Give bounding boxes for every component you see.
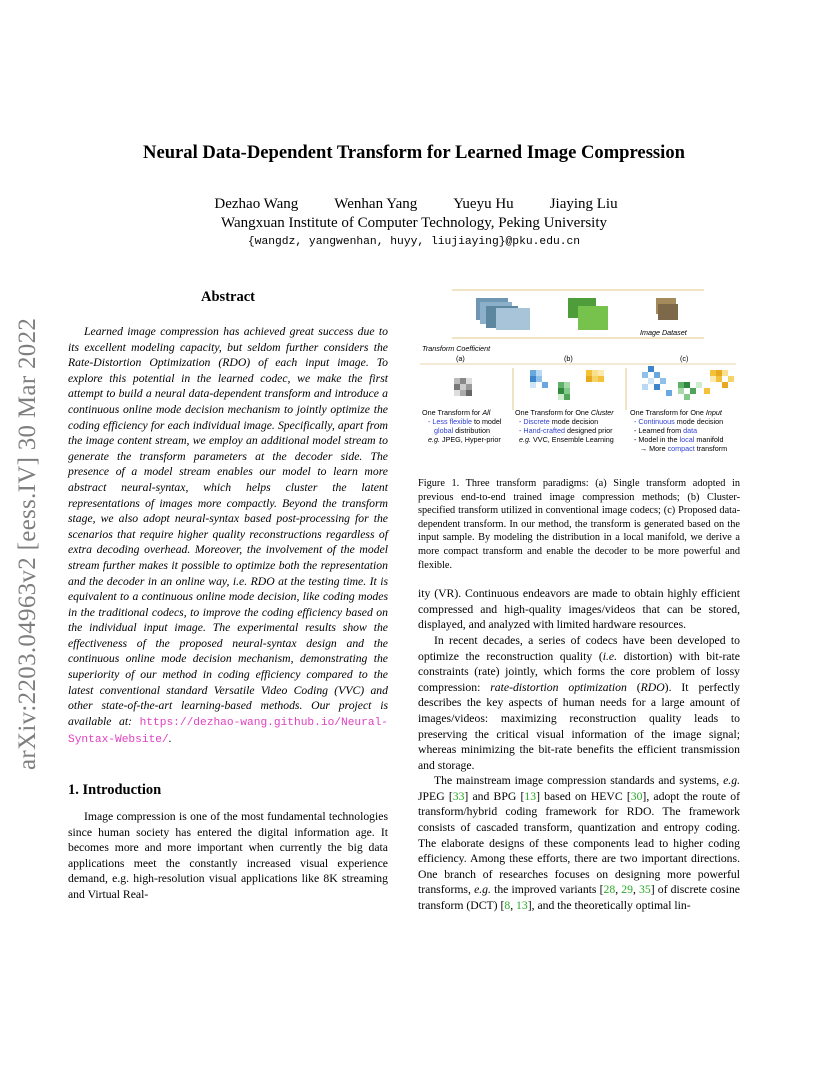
right-paragraph-1: ity (VR). Continuous endeavors are made to obtain highly efficient compressed and high-quality images/videos that can be stored, displayed, and analyzed with limited hardware resources.: [418, 587, 740, 632]
col-b-l1-blue: - Discrete: [519, 417, 550, 426]
ref-29[interactable]: 29: [621, 883, 633, 897]
coef-label: Transform Coefficient: [422, 344, 491, 353]
p2-c: (: [626, 680, 641, 694]
p3-eg: e.g.: [723, 774, 740, 788]
p3-a: The mainstream image compression standards and systems,: [434, 774, 724, 788]
col-b-l1: mode decision: [549, 417, 599, 426]
p3-h: ], and the theoretically optimal lin-: [527, 899, 691, 913]
sep-3: ,: [510, 899, 517, 913]
right-column: [418, 477, 740, 914]
col-a-title: One Transform for: [422, 408, 483, 417]
col-b-l2: designed prior: [564, 426, 613, 435]
col-a-text: [422, 408, 502, 444]
col-b-l3: VVC, Ensemble Learning: [531, 435, 614, 444]
dataset-thumbnails: [476, 298, 678, 330]
thumb-ocean-4: [496, 308, 530, 330]
col-b-text: [515, 408, 614, 444]
ref-35[interactable]: 35: [639, 883, 651, 897]
col-c-l4: → More: [640, 444, 668, 453]
col-c-title-it: Input: [705, 408, 722, 417]
dataset-label: Image Dataset: [640, 328, 687, 337]
col-c-l3-blue: local: [679, 435, 695, 444]
author-4: Jiaying Liu: [549, 196, 618, 212]
intro-heading: 1. Introduction: [68, 782, 162, 799]
col-b-title: One Transform for One: [515, 408, 591, 417]
col-a-l2-blue: global: [434, 426, 454, 435]
col-b-l2-blue: - Hand-crafted: [519, 426, 565, 435]
col-a-l3-it: e.g.: [428, 435, 440, 444]
p3-d: ] based on HEVC [: [536, 789, 631, 803]
ref-13b[interactable]: 13: [516, 899, 528, 913]
p2-b: distortion) with bit-rate constraints (rate) jointly, which forms the core problem of lossy compression:: [418, 649, 740, 694]
col-a-l1-blue: - Less flexible: [428, 417, 472, 426]
p3-c: ] and BPG [: [464, 789, 525, 803]
figure-caption: Figure 1. Three transform paradigms: (a) Single transform adopted in previous end-to-end trained image compression methods; (b) Cluster-specified transform utilized in conventional image codecs; (c) Proposed data-dependent transform. In our method, the transform is generated based on the input sample. By modeling the distribution in a local manifold, we derive a more compact transform and enable the decoder to be more powerful and flexible.: [418, 478, 740, 571]
tag-c: (c): [680, 354, 689, 363]
p2-a: In recent decades, a series of codecs have been developed to optimize the reconstruction quality (: [418, 633, 740, 663]
abstract-text: Learned image compression has achieved great success due to its excellent modeling capacity, but seldom further considers the Rate-Distortion Optimization (RDO) of each input image. To explore this potential in the learned codec, we make the first attempt to build a neural data-dependent transform and introduce a continuous online mode decision mechanism to jointly optimize the coding efficiency for each individual image. Specifically, apart from the image content stream, we employ an additional model stream to generate the transform parameters at the decoder side. The presence of a model stream enables our model to learn more abstract neural-syntax, which helps cluster the latent representations of images more compactly. Beyond the transform stage, we also adopt neural-syntax based post-processing for the scenarios that require higher quality reconstructions regardless of extra decoding overhead. Moreover, the involvement of the model stream further makes it possible to optimize both the representation and the decoder in an online way, i.e. RDO at the testing time. It is equivalent to a continuous online mode decision, like coding modes in the traditional codecs, to improve the coding efficiency based on the individual input image. The experimental results show the effectiveness of the proposed neural-syntax design and the continuous online mode decision mechanism, demonstrating the superiority of our method in coding efficiency compared to the latest conventional standard Versatile Video Coding (VVC) and other state-of-the-art learning-based methods. Our project is available at:: [68, 325, 388, 728]
col-a-l1: to model: [471, 417, 502, 426]
arxiv-stamp: arXiv:2203.04963v2 [eess.IV] 30 Mar 2022: [14, 317, 41, 770]
blocks-b: [530, 370, 604, 400]
p2-rdo: rate-distortion optimization: [490, 680, 627, 694]
p3-b: JPEG [: [418, 789, 453, 803]
block-a: [454, 378, 472, 396]
thumb-grass-2: [578, 306, 608, 330]
author-1: Dezhao Wang: [214, 196, 299, 212]
ref-30[interactable]: 30: [630, 789, 643, 803]
abstract-body: [68, 324, 388, 749]
author-2: Wenhan Yang: [334, 196, 418, 212]
col-c-l4-rest: transform: [694, 444, 728, 453]
project-link[interactable]: https://dezhao-wang.github.io/Neural-Syntax-Website/: [68, 716, 388, 747]
thumb-rock-2: [658, 304, 678, 320]
blocks-c: [642, 366, 734, 400]
col-c-l1: mode decision: [674, 417, 724, 426]
author-3: Yueyu Hu: [453, 196, 514, 212]
col-a-l2: distribution: [453, 426, 490, 435]
sep-2: ,: [632, 883, 640, 897]
paper-title: Neural Data-Dependent Transform for Learned Image Compression: [143, 142, 685, 163]
p2-ie: i.e.: [602, 649, 618, 663]
col-c-l1-blue: - Continuous: [634, 417, 675, 426]
col-a-l3: JPEG, Hyper-prior: [440, 435, 501, 444]
col-b-l3-it: e.g.: [519, 435, 531, 444]
intro-paragraph: Image compression is one of the most fundamental technologies since human society has entered the digital information age. It becomes more and more important when currently the big data applications meet the constantly increased visual experience demand, e.g. high-resolution visual applications like 8K streaming and Virtual Real-: [68, 810, 388, 901]
col-b-title-it: Cluster: [590, 408, 614, 417]
abstract-end: .: [168, 732, 172, 746]
col-a-title-it: All: [482, 408, 491, 417]
right-paragraph-3: [418, 773, 740, 913]
left-column: [68, 288, 388, 903]
affiliation: Wangxuan Institute of Computer Technology, Peking University: [220, 215, 607, 231]
col-c-l4-blue: compact: [667, 444, 695, 453]
col-c-l2-blue: data: [683, 426, 698, 435]
author-list: [0, 195, 816, 213]
figure-1: [418, 286, 748, 462]
ref-33[interactable]: 33: [452, 789, 465, 803]
col-c-text: [630, 408, 727, 453]
sep-1: ,: [615, 883, 622, 897]
col-c-l3: - Model in the: [634, 435, 680, 444]
p3-e: ], adopt the route of transform/hybrid coding framework for RDO. The framework consists of cascaded transform, quantization and entropy coding. The elaborate designs of these components lead to higher coding efficiency. Among these efforts, there are two important directions. One branch of researches focuses on designing more powerful transforms,: [418, 789, 740, 897]
p3-g: ] of discrete cosine transform (DCT) [: [418, 883, 740, 913]
p2-d: ). It perfectly describes the key aspects of human needs for a large amount of images/videos: maximizing reconstruction quality leads to preserving the critical visual information of the image signal; whereas minimizing the bit-rate benefits the efficient transmission and storage.: [418, 680, 741, 772]
tag-b: (b): [564, 354, 573, 363]
author-emails: {wangdz, yangwenhan, huyy, liujiaying}@pku.edu.cn: [247, 236, 581, 248]
ref-13[interactable]: 13: [524, 789, 537, 803]
right-paragraph-2: [418, 633, 740, 773]
col-c-l3-rest: manifold: [694, 435, 724, 444]
p2-rdo-abbr: RDO: [640, 680, 665, 694]
col-c-title: One Transform for One: [630, 408, 706, 417]
ref-28[interactable]: 28: [603, 883, 616, 897]
col-c-l2: - Learned from: [634, 426, 684, 435]
p3-f: the improved variants [: [490, 883, 604, 897]
abstract-heading: Abstract: [201, 289, 255, 305]
p3-eg2: e.g.: [474, 883, 491, 897]
ref-8[interactable]: 8: [504, 899, 511, 913]
tag-a: (a): [456, 354, 465, 363]
